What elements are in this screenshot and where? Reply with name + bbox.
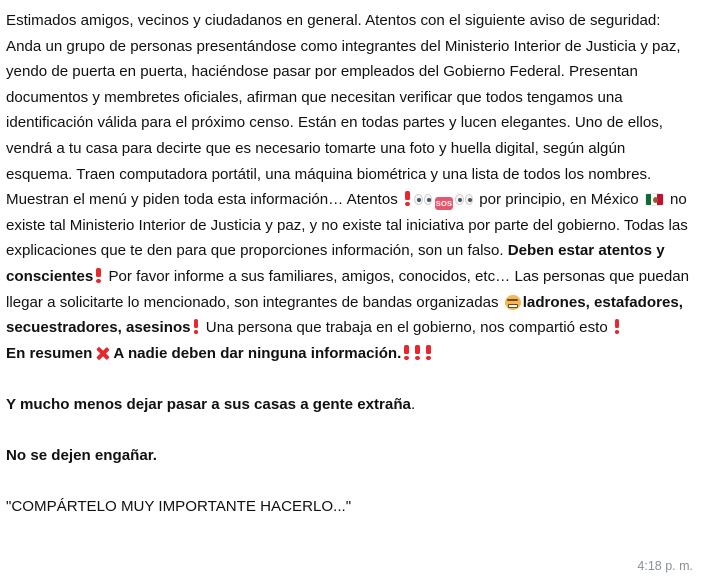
bold-warning-2: ladrones, estafadores, secuestradores, asesinos [6,293,683,337]
no-fool-text: No se dejen engañar. [6,447,157,465]
message-timestamp: 4:18 p. m. [637,559,693,573]
paragraph-spacer [6,469,695,495]
eyes-emoji [455,193,474,206]
paragraph-spacer [6,418,695,444]
paragraph-summary [6,341,695,367]
share-quote: "COMPÁRTELO MUY IMPORTANTE HACERLO..." [6,498,352,516]
message-body [6,8,695,520]
paragraph-main [6,8,695,341]
paragraph-main-text-2: por principio, en México [475,191,643,209]
exclamation-mark-emoji [403,191,412,206]
exclamation-mark-emoji [402,345,411,360]
paragraph-spacer [6,366,695,392]
exclamation-mark-emoji [192,319,201,334]
exclamation-mark-emoji [413,345,422,360]
warning-text: Y mucho menos dejar pasar a sus casas a gente extraña [6,395,411,413]
warning-tail: . [410,395,416,413]
bold-warning-1: Deben estar atentos y conscientes [6,242,665,285]
exclamation-mark-emoji [94,268,103,283]
sos-badge-emoji: SOS [435,199,453,209]
angry-face-emoji [505,295,521,310]
summary-text: A nadie deben dar ninguna información. [113,344,402,362]
paragraph-warning [6,392,695,418]
paragraph-main-text-4: Por favor informe a sus familiares, amigos, conocidos, etc… Las personas que puedan llegar a solicitarte lo mencionado, son integrantes de bandas organizadas [6,267,690,311]
exclamation-mark-emoji [613,319,622,334]
exclamation-mark-emoji [424,345,433,360]
eyes-emoji [414,193,433,206]
summary-label: En resumen [6,344,93,362]
mexico-flag-emoji [645,193,664,206]
paragraph-no-fool [6,443,695,469]
cross-mark-emoji [95,346,110,361]
paragraph-main-text-3: no existe tal Ministerio Interior de Justicia y paz, y no existe tal iniciativa por parte del gobierno. Todas las explicaciones que te den para que proporciones información, son un falso. [6,191,688,260]
paragraph-main-text-5: Una persona que trabaja en el gobierno, nos compartió esto [201,319,612,337]
paragraph-main-text-1: Estimados amigos, vecinos y ciudadanos en general. Atentos con el siguiente aviso de seguridad: Anda un grupo de personas presentándose como integrantes del Ministerio Interior de Justicia y paz, yendo de puerta en puerta, haciéndose pasar por empleados del Gobierno Federal. Presentan documentos y membretes oficiales, afirman que necesitan verificar que todos tengamos una identificación válida para el próximo censo. Están en todas partes y lucen elegantes. Uno de ellos, vendrá a tu casa para decirte que es necesario tomarte una foto y huella digital, según algún esquema. Traen computadora portátil, una máquina biométrica y una lista de todos los nombres. Muestran el menú y piden toda esta información… Atentos [6,12,681,209]
